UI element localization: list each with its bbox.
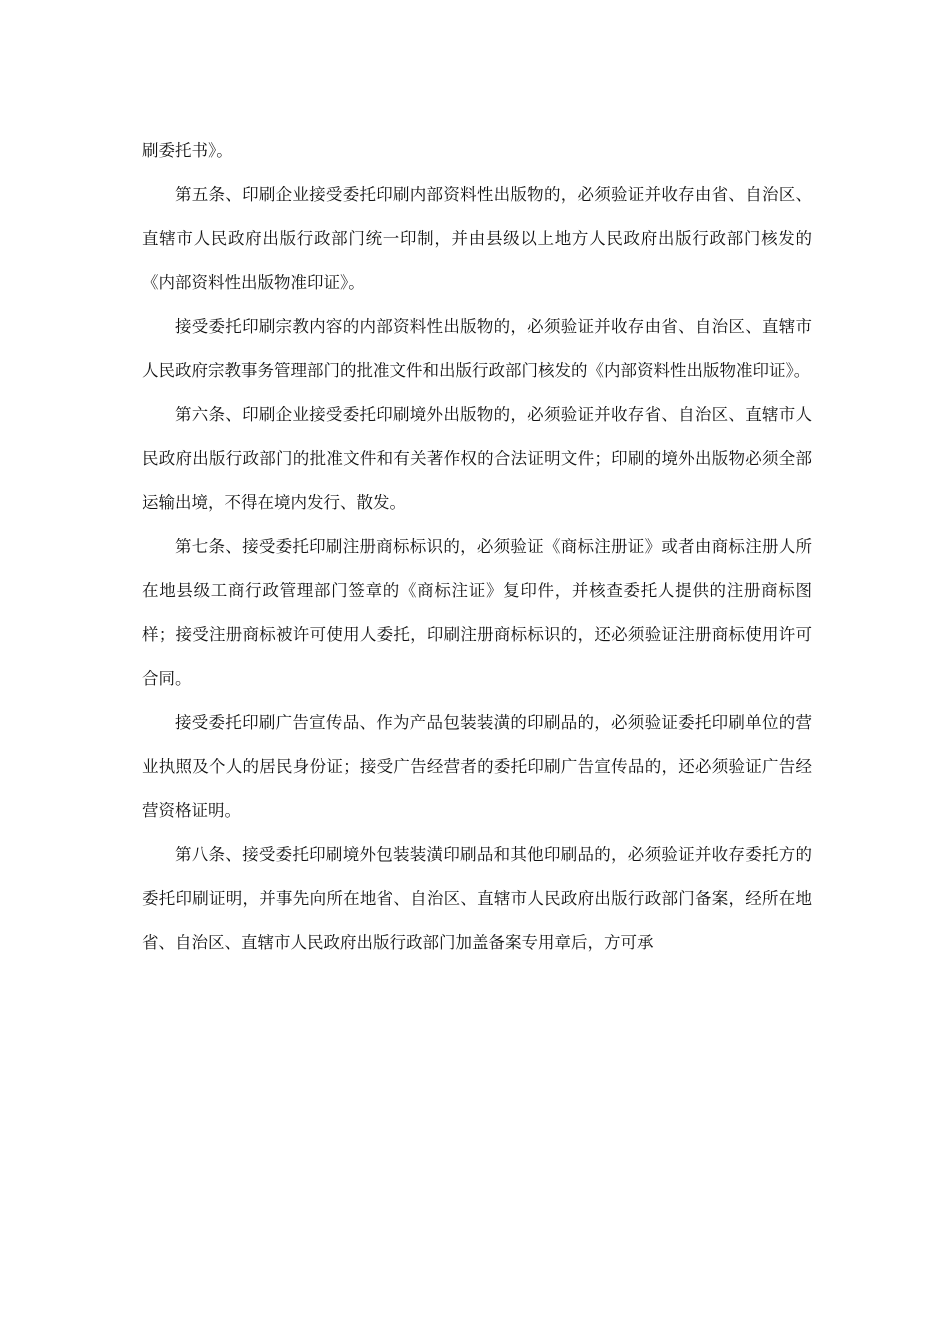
paragraph-article-8: 第八条、接受委托印刷境外包装装潢印刷品和其他印刷品的，必须验证并收存委托方的委托印刷证明，并事先向所在地省、自治区、直辖市人民政府出版行政部门备案，经所在地省、自治区、直辖市人民政府出版行政部门加盖备案专用章后，方可承 bbox=[142, 845, 812, 952]
paragraph-article-5: 第五条、印刷企业接受委托印刷内部资料性出版物的，必须验证并收存由省、自治区、直辖市人民政府出版行政部门统一印制，并由县级以上地方人民政府出版行政部门核发的《内部资料性出版物准印证》。 bbox=[142, 185, 812, 292]
paragraph-religious-materials: 接受委托印刷宗教内容的内部资料性出版物的，必须验证并收存由省、自治区、直辖市人民政府宗教事务管理部门的批准文件和出版行政部门核发的《内部资料性出版物准印证》。 bbox=[142, 317, 812, 380]
paragraph-continuation: 刷委托书》。 bbox=[142, 141, 233, 160]
paragraph-article-6: 第六条、印刷企业接受委托印刷境外出版物的，必须验证并收存省、自治区、直辖市人民政府出版行政部门的批准文件和有关著作权的合法证明文件；印刷的境外出版物必须全部运输出境，不得在境内发行、散发。 bbox=[142, 405, 812, 512]
document-body bbox=[142, 129, 812, 965]
paragraph-article-7: 第七条、接受委托印刷注册商标标识的，必须验证《商标注册证》或者由商标注册人所在地县级工商行政管理部门签章的《商标注证》复印件，并核查委托人提供的注册商标图样；接受注册商标被许可使用人委托，印刷注册商标标识的，还必须验证注册商标使用许可合同。 bbox=[142, 537, 812, 688]
paragraph-advertising: 接受委托印刷广告宣传品、作为产品包装装潢的印刷品的，必须验证委托印刷单位的营业执照及个人的居民身份证；接受广告经营者的委托印刷广告宣传品的，还必须验证广告经营资格证明。 bbox=[142, 713, 812, 820]
